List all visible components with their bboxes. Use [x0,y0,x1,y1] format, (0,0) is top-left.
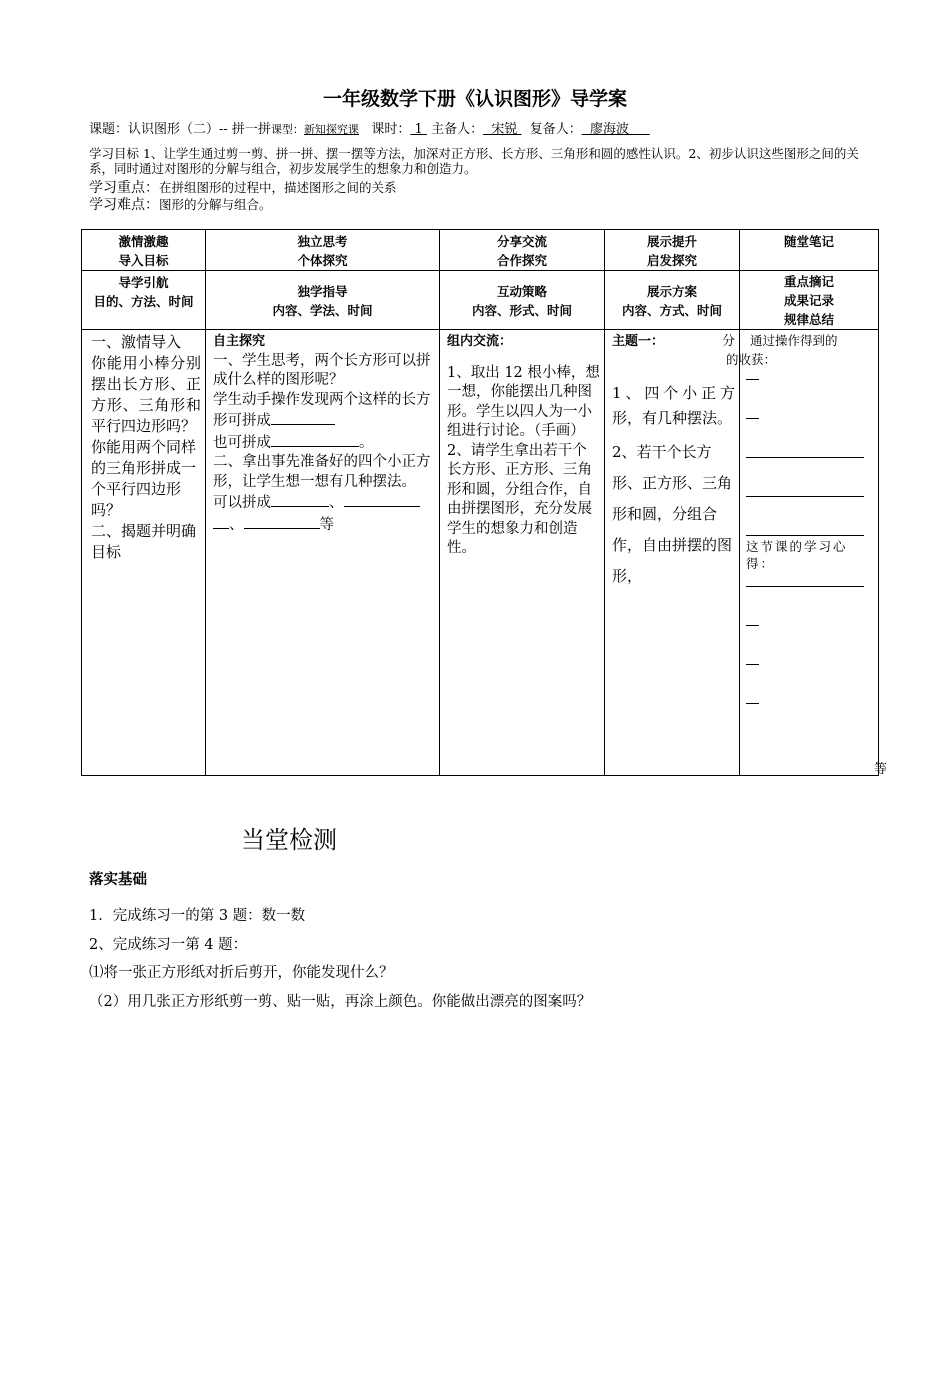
study-table [81,229,887,777]
header-cell: 随堂笔记 [740,230,879,271]
header-cell: 独立思考 个体探究 [206,230,440,271]
notes-gain-lead: 的收获： [726,352,777,367]
main-preparer-label: 主备人： [431,122,484,137]
exercise-item: 1．完成练习一的第 3 题：数一数 [89,908,306,924]
exercise-item: 2、完成练习一第 4 题： [89,937,248,953]
exercise-item: ⑴将一张正方形纸对折后剪开，你能发现什么？ [89,965,394,981]
page-title: 一年级数学下册《认识图形》导学案 [322,88,627,110]
topic-label: 课题： [89,122,129,137]
header-cell: 重点摘记 成果记录 规律总结 [740,271,879,330]
notes-end: 等 [873,762,887,777]
header-cell: 展示提升 启发探究 [605,230,740,271]
topic: 认识图形（二）-- 拼一拼 [128,122,271,137]
header-cell: 激情激趣 导入目标 [82,230,206,271]
key-point: 学习重点：在拼组图形的过程中，描述图形之间的关系 [89,180,397,196]
period-label: 课时： [371,122,411,137]
header-row-1 [82,230,879,271]
content-row [82,330,879,776]
header-cell: 导学引航 目的、方法、时间 [82,271,206,330]
intro-cell: 一、激情导入 你能用小棒分别摆出长方形、正方形、三角形和平行四边形吗？ 你能用两个同样的三角形拼成一个平行四边形吗？ 二、揭题并明确目标 [82,330,206,776]
header-row-2 [82,271,879,330]
exercise-item: （2）用几张正方形纸剪一剪、贴一贴，再涂上颜色。你能做出漂亮的图案吗？ [89,994,592,1010]
header-cell: 互动策略 内容、形式、时间 [440,271,605,330]
self-study-cell: 自主探究 一、学生思考，两个长方形可以拼成什么样的图形呢？ 学生动手操作发现两个这样的长方形可拼成 也可拼成 。 二、拿出事先准备好的四个小正方形，让学生想一想有几种摆法。 可以拼成 、 、 等 [206,330,440,776]
header-cell: 分享交流 合作探究 [440,230,605,271]
group-exchange-cell: 组内交流： 1、取出 12 根小棒，想一想，你能摆出几种图形。学生以四人为一小组进行讨论。（手画） 2、请学生拿出若干个长方形、正方形、三角形和圆，分组合作，自由拼摆图形，充分发展学生的想象力和创造性。 [440,330,605,776]
section-title: 当堂检测 [241,826,337,854]
subsection-title: 落实基础 [89,872,147,888]
header-cell: 独学指导 内容、学法、时间 [206,271,440,330]
difficulty-point: 学习难点：图形的分解与组合。 [89,197,272,213]
main-preparer: 宋锐 [491,122,518,137]
co-preparer-label: 复备人： [529,122,582,137]
co-preparer: 廖海波 [590,122,630,137]
lesson-meta [89,118,650,137]
header-cell: 展示方案 内容、方式、时间 [605,271,740,330]
notes-cell: 的收获： 通过操作得到的 这节课的学习心得： 等 [740,330,879,776]
type-label: 课型： [270,123,304,136]
period: 1 [414,122,423,137]
learning-goal: 学习目标 1、让学生通过剪一剪、拼一拼、摆一摆等方法，加深对正方形、长方形、三角形和圆的感性认识。2、初步认识这些图形之间的关系，同时通过对图形的分解与组合，初步发展学生的想象力和创造力。 [89,146,859,176]
presentation-cell: 主题一： 分 1、四个小正方形，有几种摆法。 2、若干个长方形、正方形、三角形和圆，分组合作，自由拼摆的图形， [605,330,740,776]
lesson-type: 新知探究课 [303,123,359,136]
